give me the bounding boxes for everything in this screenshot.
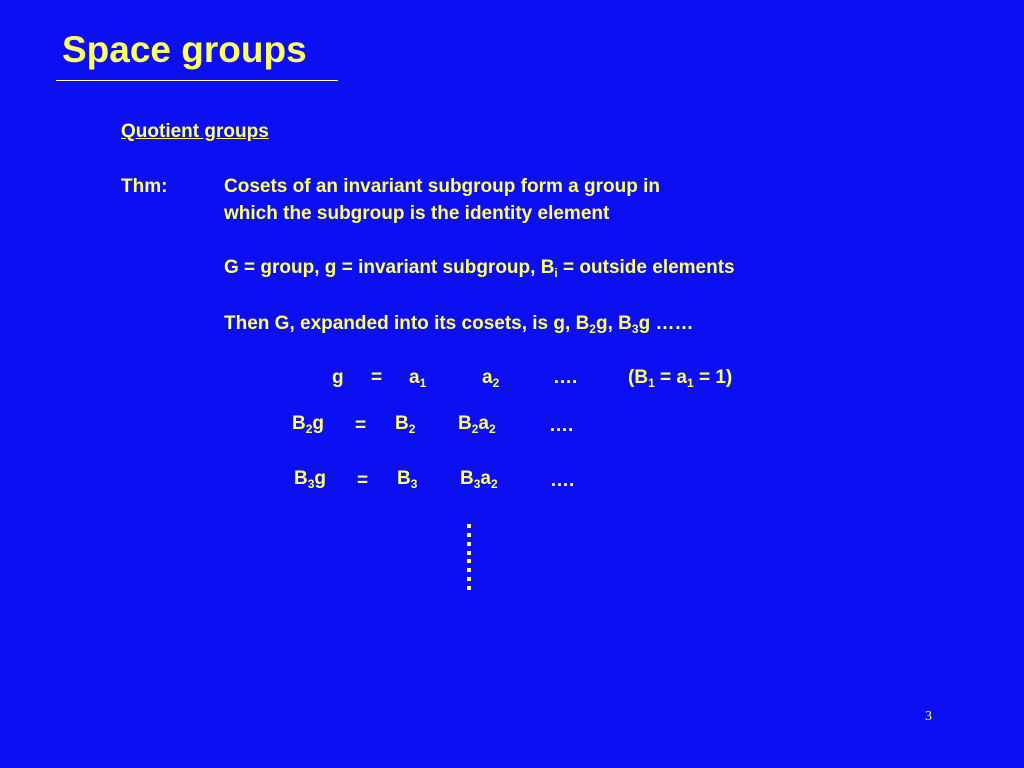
row3-lhs <box>294 467 326 491</box>
row3-equals: = <box>357 470 369 491</box>
row3-ba-a-subscript: 2 <box>491 477 498 491</box>
row2-equals: = <box>355 415 367 436</box>
row1-note-subscript-2: 1 <box>686 376 694 390</box>
definitions-text-2: = outside elements <box>557 257 735 278</box>
row2-b-base: B <box>395 413 409 434</box>
row2-ba <box>458 412 496 436</box>
cosets-text-2: g, B <box>595 313 632 334</box>
row3-b <box>397 467 417 491</box>
row1-a2 <box>482 366 499 390</box>
vertical-dot <box>467 533 471 537</box>
row1-a2-subscript: 2 <box>492 376 500 390</box>
theorem-line-2: which the subgroup is the identity element <box>224 203 610 224</box>
row1-note-subscript-1: 1 <box>648 376 655 390</box>
title-underline <box>56 80 338 81</box>
cosets-subscript-2: 2 <box>589 322 596 336</box>
row2-b-subscript: 2 <box>408 422 416 436</box>
definitions-line <box>224 256 735 280</box>
cosets-text-3: g …… <box>638 313 694 334</box>
row1-equals: = <box>371 367 383 388</box>
row2-lhs-g: g <box>312 413 325 434</box>
vertical-dot <box>467 577 471 581</box>
row2-lhs-base: B <box>292 413 306 434</box>
row3-lhs-g: g <box>314 468 327 489</box>
row2-ba-base: B <box>458 413 472 434</box>
vertical-dot <box>467 568 471 572</box>
vertical-dot <box>467 551 471 555</box>
row3-ba-subscript: 3 <box>473 477 481 491</box>
vertical-ellipsis <box>467 524 471 590</box>
cosets-text-1: Then G, expanded into its cosets, is g, B <box>224 313 590 334</box>
vertical-dot <box>467 559 471 563</box>
theorem-line-1: Cosets of an invariant subgroup form a group in <box>224 176 660 197</box>
theorem-label: Thm: <box>121 176 168 197</box>
definitions-subscript-i: i <box>554 266 558 280</box>
row1-a1-subscript: 1 <box>419 376 427 390</box>
row1-note-open: (B <box>628 367 649 388</box>
row3-b-subscript: 3 <box>410 477 418 491</box>
row1-note-close: = 1) <box>693 367 733 388</box>
row1-a1-base: a <box>409 367 420 388</box>
vertical-dot <box>467 586 471 590</box>
row3-lhs-subscript: 3 <box>307 477 315 491</box>
section-heading: Quotient groups <box>121 121 269 142</box>
row2-lhs <box>292 412 324 436</box>
row1-note <box>628 366 732 390</box>
definitions-text-1: G = group, g = invariant subgroup, B <box>224 257 555 278</box>
row3-ba <box>460 467 498 491</box>
row2-lhs-subscript: 2 <box>305 422 313 436</box>
row2-ellipsis: …. <box>549 415 574 436</box>
cosets-line <box>224 312 693 336</box>
row3-ellipsis: …. <box>550 470 575 491</box>
row3-ba-base: B <box>460 468 474 489</box>
row2-ba-subscript: 2 <box>471 422 479 436</box>
row1-a2-base: a <box>482 367 493 388</box>
slide-title: Space groups <box>62 29 307 70</box>
vertical-dot <box>467 524 471 528</box>
row2-ba-a: a <box>478 413 489 434</box>
row3-ba-a: a <box>480 468 491 489</box>
row1-lhs: g <box>332 367 344 388</box>
row1-note-mid: = a <box>654 367 687 388</box>
row3-lhs-base: B <box>294 468 308 489</box>
row2-ba-a-subscript: 2 <box>489 422 496 436</box>
cosets-subscript-3: 3 <box>631 322 639 336</box>
row1-ellipsis: …. <box>553 367 578 388</box>
row3-b-base: B <box>397 468 411 489</box>
row1-a1 <box>409 366 426 390</box>
vertical-dot <box>467 542 471 546</box>
page-number: 3 <box>925 709 932 724</box>
row2-b <box>395 412 415 436</box>
